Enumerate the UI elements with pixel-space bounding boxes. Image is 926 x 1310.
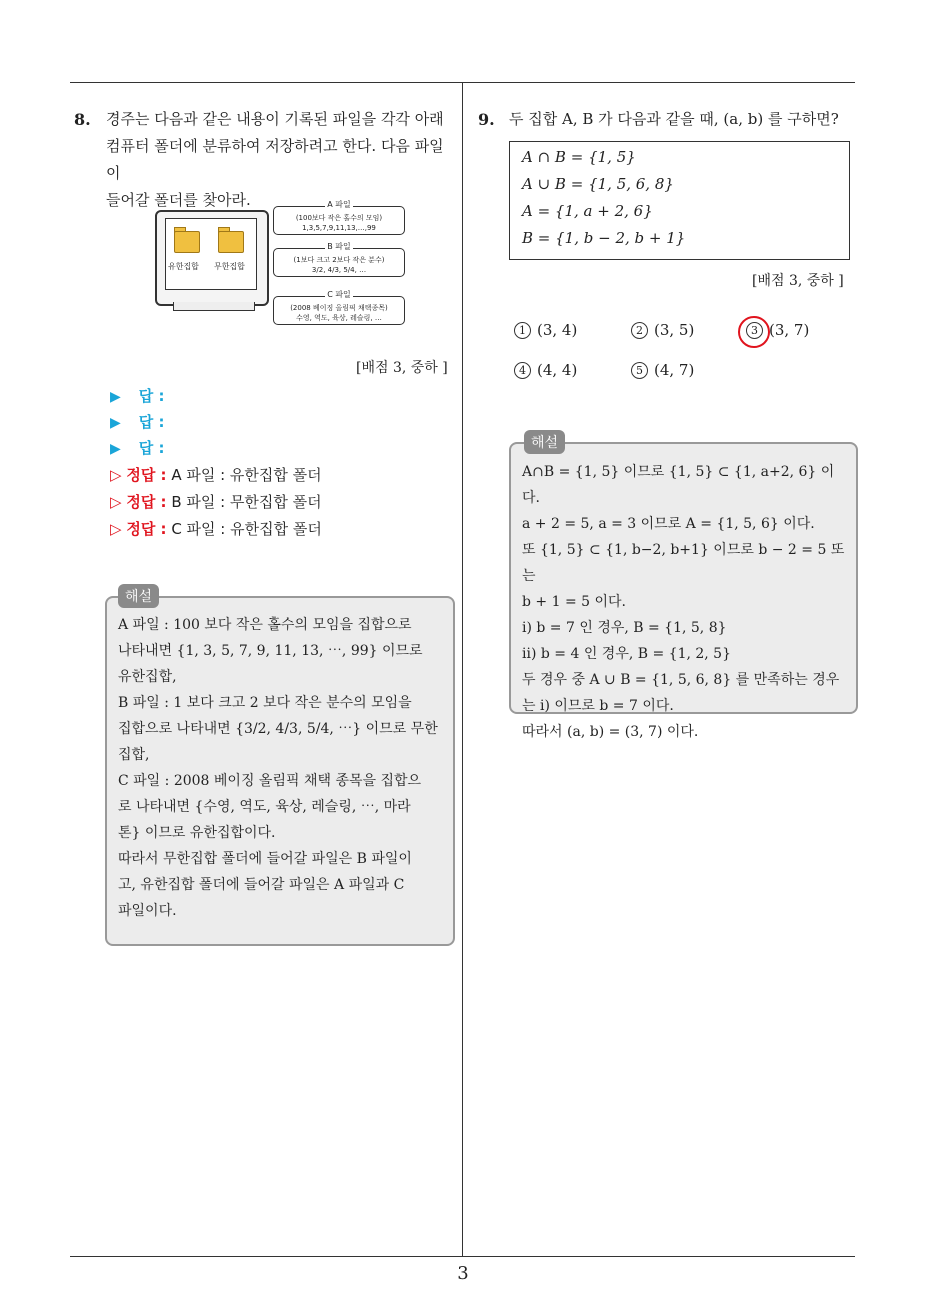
monitor-base (173, 302, 255, 311)
choice-1[interactable] (514, 321, 577, 339)
choice-number: 2 (631, 322, 648, 339)
choice-number: 5 (631, 362, 648, 379)
choice-text: (3, 7) (769, 321, 810, 339)
triangle-icon: ▷ (110, 520, 122, 538)
folder-icon (218, 231, 244, 253)
explanation-line: 따라서 무한집합 폴더에 들어갈 파일은 B 파일이 (118, 851, 412, 867)
bottom-rule (70, 1256, 855, 1257)
arrow-icon: ▶ (110, 441, 121, 457)
answer-label: 답 : (138, 413, 165, 431)
explanation-line: ⅱ) b = 4 인 경우, B = {1, 2, 5} (522, 646, 731, 662)
explanation-text (118, 612, 444, 924)
question-line: 경주는 다음과 같은 내용이 기록된 파일을 각각 아래 (106, 110, 444, 128)
arrow-icon: ▶ (110, 415, 121, 431)
explanation-line: A 파일 : 100 보다 작은 홀수의 모임을 집합으로 (118, 617, 412, 633)
choice-5[interactable] (631, 361, 694, 379)
set-condition: A = {1, a + 2, 6} (522, 202, 653, 220)
correct-label: 정답 : (126, 520, 167, 538)
explanation-line: C 파일 : 2008 베이징 올림픽 채택 종목을 집합으 (118, 773, 422, 789)
folder-label-infinite: 무한집합 (214, 262, 245, 271)
set-condition: A ∩ B = {1, 5} (522, 148, 636, 166)
answer-label: 답 : (138, 387, 165, 405)
arrow-icon: ▶ (110, 389, 121, 405)
explanation-line: A∩B = {1, 5} 이므로 {1, 5} ⊂ {1, a+2, 6} 이다. (522, 464, 835, 506)
explanation-line: 로 나타내면 {수영, 역도, 육상, 레슬링, ⋯, 마라 (118, 799, 411, 815)
explanation-line: 톤} 이므로 유한집합이다. (118, 825, 276, 841)
file-content: 1,3,5,7,9,11,13,…,99 (302, 224, 376, 232)
explanation-line: 따라서 (a, b) = (3, 7) 이다. (522, 724, 699, 740)
folder-icon (174, 231, 200, 253)
explanation-text (522, 459, 850, 745)
explanation-line: 나타내면 {1, 3, 5, 7, 9, 11, 13, ⋯, 99} 이므로 (118, 643, 423, 659)
set-condition: A ∪ B = {1, 5, 6, 8} (522, 175, 674, 193)
file-title: C 파일 (327, 290, 351, 299)
problem-9-score: [배점 3, 중하 ] (752, 273, 844, 289)
set-condition: B = {1, b − 2, b + 1} (522, 229, 686, 247)
explanation-line: ⅰ) b = 7 인 경우, B = {1, 5, 8} (522, 620, 727, 636)
choice-number: 4 (514, 362, 531, 379)
page-number: 3 (457, 1263, 469, 1284)
correct-answer (110, 491, 322, 512)
file-title: A 파일 (327, 200, 351, 209)
explanation-line: 집합으로 나타내면 {3/2, 4/3, 5/4, ⋯} 이므로 무한 (118, 721, 438, 737)
correct-answer (110, 518, 322, 539)
choice-text: (3, 5) (654, 321, 695, 339)
choice-text: (4, 7) (654, 361, 695, 379)
explanation-line: b + 1 = 5 이다. (522, 594, 626, 610)
explanation-line: 는 ⅰ) 이므로 b = 7 이다. (522, 698, 674, 714)
explanation-line: 파일이다. (118, 903, 177, 919)
answer-label: 답 : (138, 439, 165, 457)
problem-9-question: 두 집합 A, B 가 다음과 같을 때, (a, b) 를 구하면? (509, 110, 839, 128)
answer-blank (110, 411, 165, 432)
triangle-icon: ▷ (110, 493, 122, 511)
explanation-line: B 파일 : 1 보다 크고 2 보다 작은 분수의 모임을 (118, 695, 412, 711)
correct-answer (110, 464, 322, 485)
answer-blank (110, 385, 165, 406)
choice-2[interactable] (631, 321, 694, 339)
correct-answer-text: B 파일 : 무한집합 폴더 (171, 493, 322, 511)
monitor-screen (165, 218, 257, 290)
file-desc: (1보다 크고 2보다 작은 분수) (293, 256, 385, 264)
file-desc: (100보다 작은 홀수의 모임) (295, 214, 383, 222)
choice-4[interactable] (514, 361, 577, 379)
correct-answer-text: C 파일 : 유한집합 폴더 (171, 520, 322, 538)
explanation-line: a + 2 = 5, a = 3 이므로 A = {1, 5, 6} 이다. (522, 516, 815, 532)
triangle-icon: ▷ (110, 466, 122, 484)
monitor-icon (155, 210, 269, 306)
column-divider (462, 82, 463, 1257)
computer-folder-illustration (155, 198, 405, 338)
explanation-tag: 해설 (524, 430, 565, 454)
file-a-box (273, 200, 405, 235)
problem-8-number: 8. (74, 110, 91, 129)
file-content: 3/2, 4/3, 5/4, … (311, 266, 367, 274)
file-desc: (2008 베이징 올림픽 채택종목) (290, 304, 388, 312)
problem-8-score: [배점 3, 중하 ] (356, 360, 448, 376)
file-b-box (273, 242, 405, 277)
selected-answer-mark (738, 316, 770, 348)
folder-label-finite: 유한집합 (168, 262, 199, 271)
correct-label: 정답 : (126, 466, 167, 484)
question-line: 컴퓨터 폴더에 분류하여 저장하려고 한다. 다음 파일이 (106, 137, 444, 182)
correct-label: 정답 : (126, 493, 167, 511)
choice-text: (4, 4) (537, 361, 578, 379)
explanation-line: 두 경우 중 A ∪ B = {1, 5, 6, 8} 를 만족하는 경우 (522, 672, 840, 688)
explanation-line: 고, 유한집합 폴더에 들어갈 파일은 A 파일과 C (118, 877, 405, 893)
set-conditions-box (509, 141, 850, 260)
file-c-box (273, 290, 405, 325)
answer-blank (110, 437, 165, 458)
correct-answer-text: A 파일 : 유한집합 폴더 (171, 466, 322, 484)
choice-number: 3 (746, 322, 763, 339)
file-content: 수영, 역도, 육상, 레슬링, … (296, 314, 382, 322)
explanation-line: 집합, (118, 747, 150, 763)
explanation-line: 또 {1, 5} ⊂ {1, b−2, b+1} 이므로 b − 2 = 5 또는 (522, 542, 845, 584)
question-line: 들어갈 폴더를 찾아라. (106, 191, 251, 209)
explanation-tag: 해설 (118, 584, 159, 608)
choice-number: 1 (514, 322, 531, 339)
explanation-line: 유한집합, (118, 669, 177, 685)
choice-text: (3, 4) (537, 321, 578, 339)
file-title: B 파일 (327, 242, 351, 251)
problem-9-number: 9. (478, 110, 495, 129)
